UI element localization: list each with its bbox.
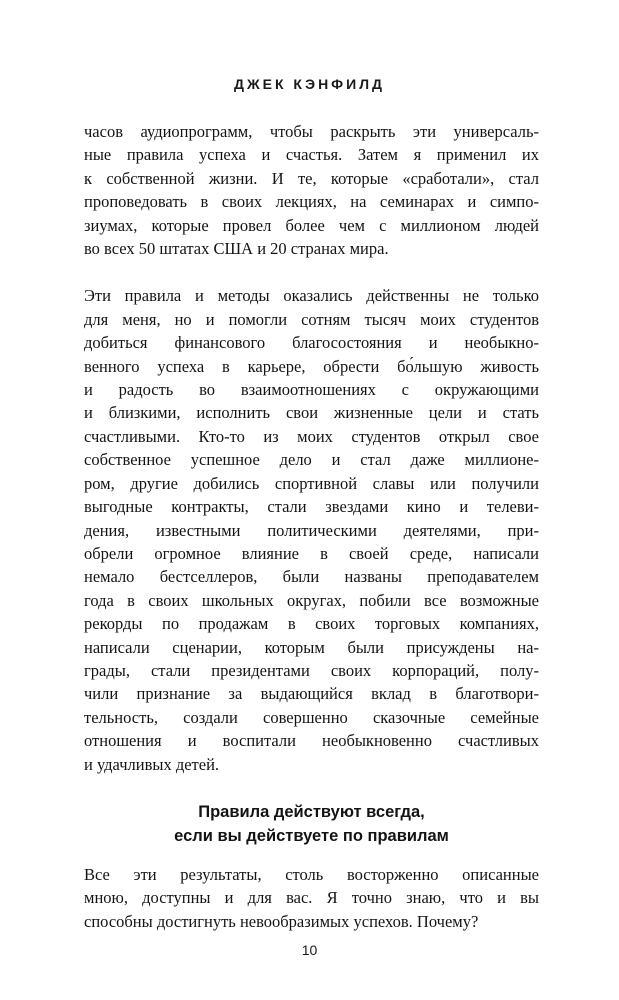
- text-line: отношения и воспитали необыкновенно счастливых: [84, 731, 539, 751]
- paragraph: [84, 120, 539, 260]
- text-line: и удачливых детей.: [84, 754, 220, 774]
- text-line: рекорды по продажам в своих торговых компаниях,: [84, 614, 539, 634]
- text-block: [84, 120, 539, 933]
- text-line: во всех 50 штатах США и 20 странах мира.: [84, 239, 389, 259]
- text-line: года в своих школьных округах, побили все возможные: [84, 590, 539, 610]
- text-line: Эти правила и методы оказались действенны не только: [84, 286, 539, 306]
- section-heading: [84, 800, 539, 848]
- text-line: и радость во взаимоотношениях с окружающими: [84, 380, 539, 400]
- text-line: грады, стали президентами своих корпораций, полу-: [84, 660, 539, 680]
- text-line: мною, доступны и для вас. Я точно знаю, что и вы: [84, 888, 539, 908]
- text-line: чили признание за выдающийся вклад в благотвори-: [84, 684, 539, 704]
- paragraph: [84, 863, 539, 933]
- page-number: 10: [301, 942, 318, 958]
- paragraph: [84, 284, 539, 776]
- text-line: счастливыми. Кто-то из моих студентов открыл свое: [84, 426, 539, 446]
- text-line: венного успеха в карьере, обрести бо́льшую живость: [84, 356, 539, 376]
- text-line: ром, другие добились спортивной славы или получили: [84, 473, 539, 493]
- text-line: зиумах, которые провел более чем с миллионом людей: [84, 215, 539, 235]
- text-line: к собственной жизни. И те, которые «сработали», стал: [84, 168, 539, 188]
- text-line: написали сценарии, которым были присуждены на-: [84, 637, 539, 657]
- text-line: ные правила успеха и счастья. Затем я применил их: [84, 145, 539, 165]
- text-line: и близкими, исполнить свои жизненные цели и стать: [84, 403, 539, 423]
- text-line: выгодные контракты, стали звездами кино и телеви-: [84, 497, 539, 517]
- text-line: дения, известными политическими деятелями, при-: [84, 520, 539, 540]
- text-line: для меня, но и помогли сотням тысяч моих студентов: [84, 309, 539, 329]
- text-line: Правила действуют всегда,: [198, 802, 425, 821]
- text-line: добиться финансового благосостояния и необыкно-: [84, 333, 539, 353]
- text-line: обрели огромное влияние в своей среде, написали: [84, 543, 539, 563]
- text-line: Все эти результаты, столь восторженно описанные: [84, 864, 539, 884]
- text-line: немало бестселлеров, были названы преподавателем: [84, 567, 539, 587]
- text-line: проповедовать в своих лекциях, на семинарах и симпо-: [84, 192, 539, 212]
- text-line: если вы действуете по правилам: [174, 826, 449, 845]
- text-line: способны достигнуть невообразимых успехов. Почему?: [84, 911, 479, 931]
- running-header: ДЖЕК КЭНФИЛД: [234, 76, 385, 92]
- text-line: часов аудиопрограмм, чтобы раскрыть эти универсаль-: [84, 122, 539, 141]
- text-line: тельность, создали совершенно сказочные семейные: [84, 707, 539, 727]
- text-line: собственное успешное дело и стал даже миллионе-: [84, 450, 539, 470]
